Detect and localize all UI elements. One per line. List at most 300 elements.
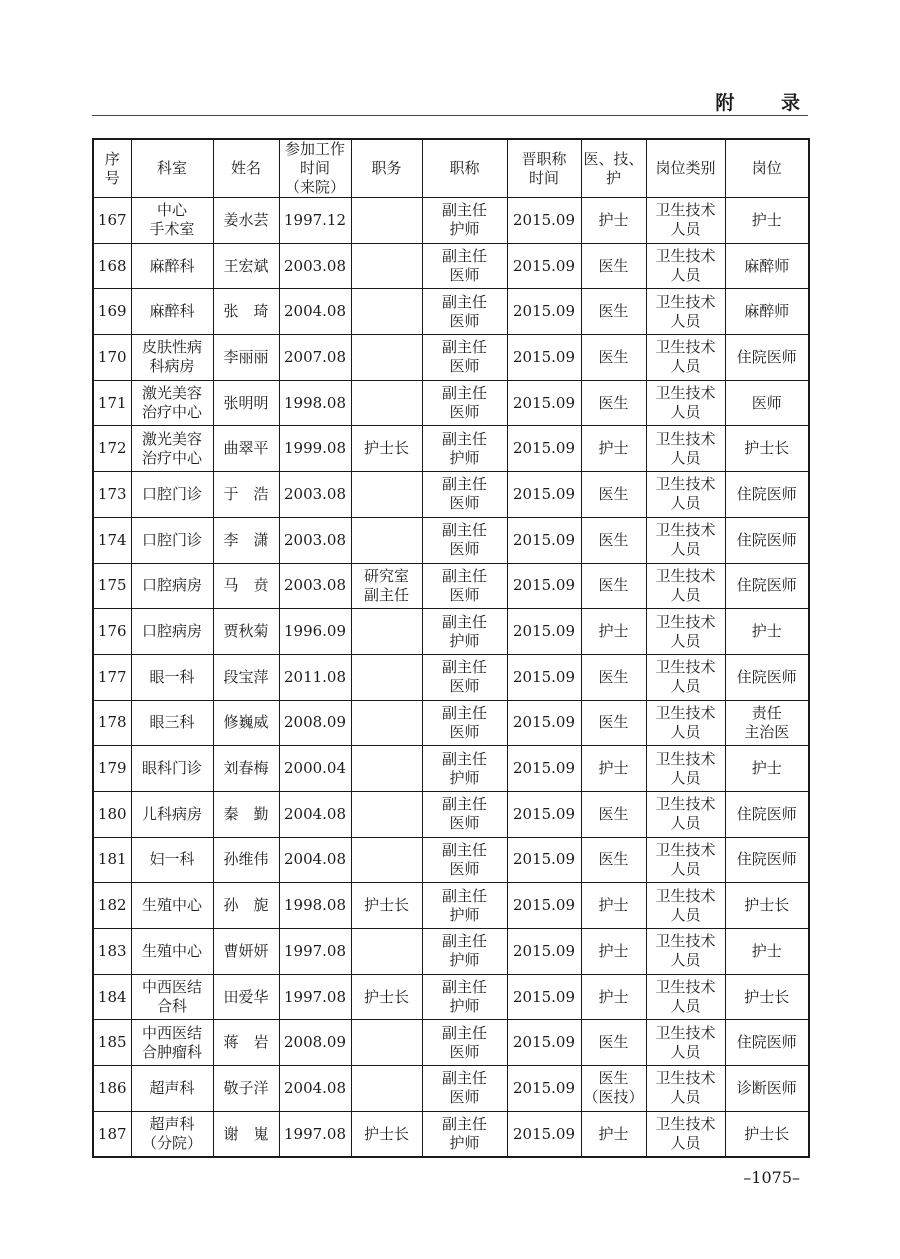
- cell-value: 卫生技术 人员: [655, 566, 716, 604]
- cell-value: 卫生技术 人员: [655, 1115, 716, 1153]
- cell-value: 护士: [751, 210, 782, 229]
- table-cell-role-type: [581, 380, 646, 426]
- table-cell-department: [131, 517, 213, 563]
- cell-value: 中西医结 合肿瘤科: [141, 1023, 202, 1061]
- table-cell-post-category: [646, 609, 725, 655]
- table-cell-promotion-date: [507, 335, 581, 381]
- table-cell-department: [131, 243, 213, 289]
- cell-value: 麻醉师: [744, 256, 790, 275]
- table-cell-start-date: [279, 883, 351, 929]
- cell-value: 护士长: [744, 1124, 790, 1143]
- table-cell-post-category: [646, 198, 725, 244]
- cell-value: 护士长: [363, 987, 409, 1006]
- header-col-post: [725, 139, 809, 198]
- cell-value: 2015.09: [512, 576, 576, 595]
- cell-value: 医生: [598, 804, 629, 823]
- table-row: [93, 289, 809, 335]
- cell-value: 生殖中心: [141, 941, 202, 960]
- table-cell-position: [351, 609, 422, 655]
- table-cell-name: [213, 198, 279, 244]
- table-cell-name: [213, 974, 279, 1020]
- table-cell-post: [725, 289, 809, 335]
- table-cell-name: [213, 335, 279, 381]
- table-cell-name: [213, 1066, 279, 1112]
- table-cell-title: [422, 380, 507, 426]
- table-cell-name: [213, 609, 279, 655]
- header-col-index: [93, 139, 131, 198]
- table-cell-post-category: [646, 289, 725, 335]
- cell-value: 169: [97, 302, 127, 321]
- cell-value: 1996.09: [283, 622, 347, 641]
- table-cell-index: [93, 609, 131, 655]
- table-cell-post-category: [646, 654, 725, 700]
- table-cell-department: [131, 1111, 213, 1157]
- cell-value: 医生: [598, 393, 629, 412]
- cell-value: 李丽丽: [223, 347, 269, 366]
- table-cell-role-type: [581, 1066, 646, 1112]
- cell-value: 2004.08: [283, 804, 347, 823]
- cell-value: 超声科 （分院）: [141, 1115, 202, 1153]
- table-cell-post: [725, 974, 809, 1020]
- cell-value: 护士: [751, 622, 782, 641]
- table-cell-start-date: [279, 1020, 351, 1066]
- header-label: 岗位: [751, 159, 782, 177]
- header-label: 参加工作 时间 （来院）: [284, 140, 345, 196]
- table-cell-position: [351, 426, 422, 472]
- cell-value: 179: [97, 759, 127, 778]
- table-body: [93, 198, 809, 1158]
- cell-value: 1998.08: [283, 393, 347, 412]
- table-cell-department: [131, 609, 213, 655]
- table-cell-start-date: [279, 700, 351, 746]
- table-cell-start-date: [279, 517, 351, 563]
- cell-value: 护士: [598, 941, 629, 960]
- cell-value: 2004.08: [283, 302, 347, 321]
- cell-value: 激光美容 治疗中心: [141, 384, 202, 422]
- table-cell-post-category: [646, 746, 725, 792]
- table-cell-name: [213, 472, 279, 518]
- cell-value: 修巍威: [223, 713, 269, 732]
- cell-value: 2015.09: [512, 941, 576, 960]
- table-cell-name: [213, 700, 279, 746]
- cell-value: 口腔病房: [141, 576, 202, 595]
- cell-value: 176: [97, 622, 127, 641]
- table-cell-title: [422, 837, 507, 883]
- cell-value: 卫生技术 人员: [655, 932, 716, 970]
- cell-value: 护士长: [363, 896, 409, 915]
- cell-value: 2015.09: [512, 439, 576, 458]
- cell-value: 副主任 医师: [441, 566, 487, 604]
- table-cell-promotion-date: [507, 974, 581, 1020]
- table-cell-post-category: [646, 837, 725, 883]
- header-col-start-date: [279, 139, 351, 198]
- table-cell-index: [93, 791, 131, 837]
- table-cell-role-type: [581, 700, 646, 746]
- table-row: [93, 335, 809, 381]
- table-cell-promotion-date: [507, 1111, 581, 1157]
- cell-value: 卫生技术 人员: [655, 384, 716, 422]
- cell-value: 副主任 医师: [441, 384, 487, 422]
- cell-value: 2015.09: [512, 713, 576, 732]
- cell-value: 孙 旎: [223, 896, 269, 915]
- cell-value: 住院医师: [736, 1033, 797, 1052]
- table-cell-role-type: [581, 746, 646, 792]
- table-cell-post-category: [646, 791, 725, 837]
- table-cell-index: [93, 974, 131, 1020]
- table-cell-role-type: [581, 243, 646, 289]
- table-cell-name: [213, 426, 279, 472]
- cell-value: 副主任 护师: [441, 749, 487, 787]
- header-col-name: [213, 139, 279, 198]
- cell-value: 护士: [598, 896, 629, 915]
- table-cell-title: [422, 700, 507, 746]
- cell-value: 2015.09: [512, 850, 576, 869]
- table-cell-start-date: [279, 198, 351, 244]
- header-col-department: [131, 139, 213, 198]
- header-row: [93, 139, 809, 198]
- cell-value: 1997.12: [283, 210, 347, 229]
- cell-value: 护士: [598, 439, 629, 458]
- cell-value: 2003.08: [283, 484, 347, 503]
- table-cell-index: [93, 198, 131, 244]
- table-cell-role-type: [581, 609, 646, 655]
- table-cell-name: [213, 654, 279, 700]
- table-cell-role-type: [581, 426, 646, 472]
- table-cell-position: [351, 746, 422, 792]
- table-cell-index: [93, 1020, 131, 1066]
- table-cell-post: [725, 243, 809, 289]
- cell-value: 183: [97, 941, 127, 960]
- cell-value: 1997.08: [283, 987, 347, 1006]
- table-cell-post-category: [646, 700, 725, 746]
- cell-value: 170: [97, 347, 127, 366]
- cell-value: 诊断医师: [736, 1078, 797, 1097]
- table-cell-start-date: [279, 563, 351, 609]
- table-cell-post-category: [646, 1020, 725, 1066]
- cell-value: 卫生技术 人员: [655, 886, 716, 924]
- table-cell-position: [351, 289, 422, 335]
- cell-value: 护士: [598, 759, 629, 778]
- table-cell-title: [422, 974, 507, 1020]
- staff-roster-table: [92, 138, 810, 1158]
- cell-value: 2015.09: [512, 256, 576, 275]
- cell-value: 眼三科: [149, 713, 195, 732]
- table-cell-department: [131, 472, 213, 518]
- table-cell-title: [422, 472, 507, 518]
- cell-value: 医生: [598, 256, 629, 275]
- table-cell-start-date: [279, 746, 351, 792]
- header-col-position: [351, 139, 422, 198]
- cell-value: 1998.08: [283, 896, 347, 915]
- table-cell-department: [131, 974, 213, 1020]
- table-cell-index: [93, 1066, 131, 1112]
- table-cell-role-type: [581, 1020, 646, 1066]
- table-cell-role-type: [581, 289, 646, 335]
- header-label: 晋职称 时间: [521, 149, 567, 187]
- table-cell-post: [725, 883, 809, 929]
- cell-value: 2003.08: [283, 576, 347, 595]
- table-row: [93, 929, 809, 975]
- cell-value: 1997.08: [283, 1124, 347, 1143]
- table-cell-start-date: [279, 974, 351, 1020]
- cell-value: 刘春梅: [223, 759, 269, 778]
- table-cell-post: [725, 335, 809, 381]
- table-cell-post-category: [646, 1111, 725, 1157]
- table-cell-promotion-date: [507, 1066, 581, 1112]
- table-cell-name: [213, 1020, 279, 1066]
- table-cell-name: [213, 517, 279, 563]
- cell-value: 妇一科: [149, 850, 195, 869]
- table-cell-index: [93, 654, 131, 700]
- cell-value: 医生: [598, 1033, 629, 1052]
- table-cell-post-category: [646, 929, 725, 975]
- table-cell-title: [422, 654, 507, 700]
- cell-value: 2004.08: [283, 850, 347, 869]
- table-cell-index: [93, 243, 131, 289]
- cell-value: 171: [97, 393, 127, 412]
- table-cell-role-type: [581, 837, 646, 883]
- table-cell-department: [131, 198, 213, 244]
- cell-value: 181: [97, 850, 127, 869]
- table-cell-title: [422, 426, 507, 472]
- cell-value: 秦 勤: [223, 804, 269, 823]
- cell-value: 卫生技术 人员: [655, 247, 716, 285]
- cell-value: 卫生技术 人员: [655, 292, 716, 330]
- cell-value: 2015.09: [512, 1033, 576, 1052]
- cell-value: 卫生技术 人员: [655, 840, 716, 878]
- table-cell-promotion-date: [507, 609, 581, 655]
- table-row: [93, 974, 809, 1020]
- cell-value: 174: [97, 530, 127, 549]
- cell-value: 副主任 医师: [441, 1023, 487, 1061]
- cell-value: 马 贲: [223, 576, 269, 595]
- cell-value: 2015.09: [512, 1124, 576, 1143]
- cell-value: 卫生技术 人员: [655, 1069, 716, 1107]
- table-cell-department: [131, 654, 213, 700]
- cell-value: 护士: [751, 941, 782, 960]
- table-row: [93, 472, 809, 518]
- table-cell-index: [93, 883, 131, 929]
- cell-value: 2011.08: [283, 667, 347, 686]
- table-cell-position: [351, 335, 422, 381]
- cell-value: 医生: [598, 850, 629, 869]
- header-col-post-category: [646, 139, 725, 198]
- table-cell-promotion-date: [507, 426, 581, 472]
- cell-value: 卫生技术 人员: [655, 978, 716, 1016]
- cell-value: 田爱华: [223, 987, 269, 1006]
- cell-value: 姜水芸: [223, 210, 269, 229]
- cell-value: 2015.09: [512, 987, 576, 1006]
- cell-value: 2015.09: [512, 896, 576, 915]
- table-cell-index: [93, 563, 131, 609]
- page-header: [92, 86, 820, 116]
- cell-value: 麻醉科: [149, 256, 195, 275]
- cell-value: 住院医师: [736, 576, 797, 595]
- table-cell-post: [725, 1111, 809, 1157]
- cell-value: 173: [97, 484, 127, 503]
- cell-value: 医生: [598, 667, 629, 686]
- table-cell-title: [422, 198, 507, 244]
- table-cell-index: [93, 380, 131, 426]
- cell-value: 2003.08: [283, 530, 347, 549]
- table-row: [93, 700, 809, 746]
- cell-value: 2015.09: [512, 1078, 576, 1097]
- cell-value: 1999.08: [283, 439, 347, 458]
- cell-value: 副主任 医师: [441, 247, 487, 285]
- table-cell-post: [725, 472, 809, 518]
- cell-value: 医生: [598, 713, 629, 732]
- table-cell-title: [422, 243, 507, 289]
- table-cell-title: [422, 517, 507, 563]
- cell-value: 口腔门诊: [141, 530, 202, 549]
- table-cell-index: [93, 335, 131, 381]
- cell-value: 175: [97, 576, 127, 595]
- table-cell-name: [213, 883, 279, 929]
- cell-value: 2015.09: [512, 393, 576, 412]
- section-title: 附 录: [715, 92, 820, 114]
- cell-value: 副主任 护师: [441, 932, 487, 970]
- cell-value: 住院医师: [736, 667, 797, 686]
- table-cell-position: [351, 198, 422, 244]
- cell-value: 2015.09: [512, 210, 576, 229]
- cell-value: 2015.09: [512, 667, 576, 686]
- header-label: 职称: [449, 159, 480, 177]
- table-cell-promotion-date: [507, 563, 581, 609]
- cell-value: 178: [97, 713, 127, 732]
- table-row: [93, 746, 809, 792]
- cell-value: 卫生技术 人员: [655, 429, 716, 467]
- cell-value: 卫生技术 人员: [655, 703, 716, 741]
- table-cell-position: [351, 1111, 422, 1157]
- table-row: [93, 380, 809, 426]
- table-cell-title: [422, 1066, 507, 1112]
- table-cell-role-type: [581, 517, 646, 563]
- table-cell-index: [93, 837, 131, 883]
- table-cell-department: [131, 1066, 213, 1112]
- cell-value: 2004.08: [283, 1078, 347, 1097]
- cell-value: 蒋 岩: [223, 1033, 269, 1052]
- table-row: [93, 563, 809, 609]
- table-cell-department: [131, 791, 213, 837]
- cell-value: 副主任 医师: [441, 521, 487, 559]
- table-cell-name: [213, 563, 279, 609]
- table-cell-post: [725, 837, 809, 883]
- table-cell-start-date: [279, 1066, 351, 1112]
- cell-value: 2015.09: [512, 484, 576, 503]
- table-cell-index: [93, 517, 131, 563]
- cell-value: 曲翠平: [223, 439, 269, 458]
- table-cell-start-date: [279, 837, 351, 883]
- table-cell-role-type: [581, 883, 646, 929]
- table-cell-title: [422, 791, 507, 837]
- table-cell-promotion-date: [507, 837, 581, 883]
- header-label: 姓名: [230, 159, 261, 177]
- cell-value: 口腔门诊: [141, 484, 202, 503]
- cell-value: 医生: [598, 347, 629, 366]
- cell-value: 2015.09: [512, 347, 576, 366]
- table-cell-position: [351, 1066, 422, 1112]
- cell-value: 卫生技术 人员: [655, 521, 716, 559]
- table-row: [93, 1111, 809, 1157]
- cell-value: 2008.09: [283, 713, 347, 732]
- table-cell-post: [725, 700, 809, 746]
- table-cell-post: [725, 380, 809, 426]
- table-cell-promotion-date: [507, 1020, 581, 1066]
- table-cell-post-category: [646, 1066, 725, 1112]
- table-cell-promotion-date: [507, 198, 581, 244]
- table-cell-start-date: [279, 472, 351, 518]
- table-row: [93, 609, 809, 655]
- cell-value: 住院医师: [736, 347, 797, 366]
- table-row: [93, 1020, 809, 1066]
- cell-value: 张明明: [223, 393, 269, 412]
- cell-value: 张 琦: [223, 302, 269, 321]
- table-cell-department: [131, 837, 213, 883]
- table-cell-title: [422, 563, 507, 609]
- table-cell-promotion-date: [507, 472, 581, 518]
- cell-value: 卫生技术 人员: [655, 1023, 716, 1061]
- header-label: 职务: [371, 159, 402, 177]
- table-cell-promotion-date: [507, 883, 581, 929]
- header-col-role-type: [581, 139, 646, 198]
- table-cell-department: [131, 289, 213, 335]
- table-cell-position: [351, 837, 422, 883]
- table-cell-title: [422, 1020, 507, 1066]
- table-cell-department: [131, 700, 213, 746]
- cell-value: 2008.09: [283, 1033, 347, 1052]
- cell-value: 曹妍妍: [223, 941, 269, 960]
- table-cell-role-type: [581, 974, 646, 1020]
- table-row: [93, 517, 809, 563]
- table-cell-post: [725, 563, 809, 609]
- table-cell-promotion-date: [507, 700, 581, 746]
- cell-value: 副主任 护师: [441, 612, 487, 650]
- table-cell-promotion-date: [507, 289, 581, 335]
- cell-value: 2000.04: [283, 759, 347, 778]
- cell-value: 187: [97, 1124, 127, 1143]
- table-cell-name: [213, 791, 279, 837]
- table-row: [93, 426, 809, 472]
- cell-value: 生殖中心: [141, 896, 202, 915]
- cell-value: 儿科病房: [141, 804, 202, 823]
- header-col-title: [422, 139, 507, 198]
- table-cell-position: [351, 563, 422, 609]
- table-cell-position: [351, 517, 422, 563]
- cell-value: 卫生技术 人员: [655, 749, 716, 787]
- cell-value: 167: [97, 210, 127, 229]
- cell-value: 医生 （医技）: [583, 1069, 644, 1107]
- cell-value: 住院医师: [736, 484, 797, 503]
- table-cell-position: [351, 929, 422, 975]
- table-cell-post: [725, 746, 809, 792]
- table-cell-title: [422, 609, 507, 655]
- cell-value: 护士: [598, 987, 629, 1006]
- table-cell-post-category: [646, 974, 725, 1020]
- page-number: –1075–: [743, 1168, 800, 1187]
- table-cell-position: [351, 654, 422, 700]
- table-cell-start-date: [279, 1111, 351, 1157]
- table-cell-department: [131, 335, 213, 381]
- cell-value: 卫生技术 人员: [655, 201, 716, 239]
- table-cell-department: [131, 563, 213, 609]
- cell-value: 2015.09: [512, 302, 576, 321]
- cell-value: 卫生技术 人员: [655, 475, 716, 513]
- table-cell-promotion-date: [507, 517, 581, 563]
- cell-value: 医生: [598, 530, 629, 549]
- table-row: [93, 198, 809, 244]
- table-cell-name: [213, 289, 279, 335]
- table-cell-role-type: [581, 472, 646, 518]
